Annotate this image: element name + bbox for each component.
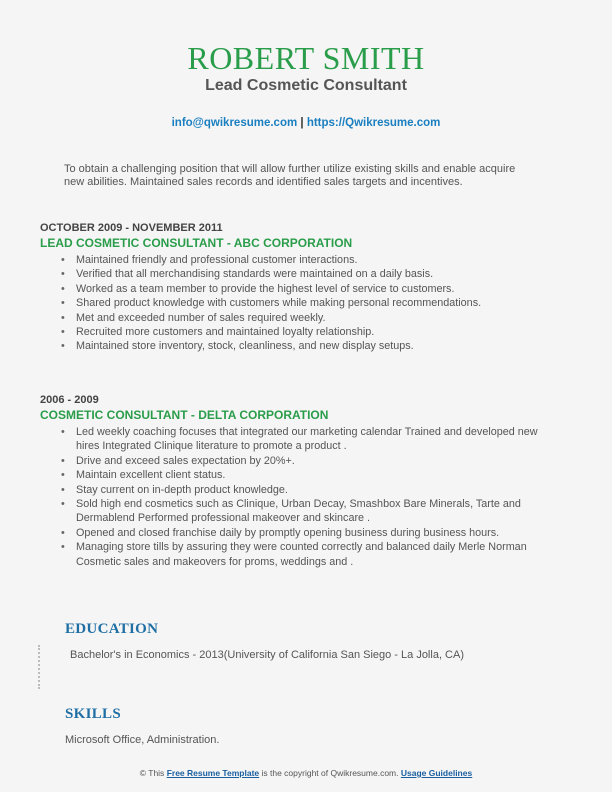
usage-guidelines-link[interactable]: Usage Guidelines [400,768,473,778]
skills-text: Microsoft Office, Administration. [65,734,220,746]
list-item: • Drive and exceed sales expectation by 20%+. [40,454,540,468]
resume-header [0,40,612,130]
job-bullets [40,253,540,354]
email-link[interactable]: info@qwikresume.com [171,117,298,129]
list-item: • Maintain excellent client status. [40,468,540,482]
list-item: • Maintained friendly and professional customer interactions. [40,253,540,267]
list-item: • Managing store tills by assuring they were counted correctly and balanced daily Merle Norman Cosmetic sales and makeovers for proms, weddings and . [40,540,540,569]
footer-prefix: © This [139,768,165,778]
list-item: • Maintained store inventory, stock, cleanliness, and new display setups. [40,339,540,353]
job-dates: OCTOBER 2009 - NOVEMBER 2011 [40,222,223,234]
footer-copyright: is the copyright of Qwikresume.com. [261,768,399,778]
education-text: Bachelor's in Economics - 2013(University of California San Siego - La Jolla, CA) [70,649,464,661]
section-divider [38,645,40,689]
job-title: LEAD COSMETIC CONSULTANT - ABC CORPORATION [40,236,353,250]
skills-heading: SKILLS [65,706,121,722]
list-item: • Verified that all merchandising standards were maintained on a daily basis. [40,267,540,281]
list-item: • Worked as a team member to provide the highest level of service to customers. [40,282,540,296]
list-item: • Led weekly coaching focuses that integrated our marketing calendar Trained and developed new hires Integrated Clinique literature to promote a product . [40,425,540,454]
list-item: • Stay current on in-depth product knowledge. [40,483,540,497]
list-item: • Recruited more customers and maintained loyalty relationship. [40,325,540,339]
candidate-role: Lead Cosmetic Consultant [205,77,407,94]
footer [0,768,612,778]
website-link[interactable]: https://Qwikresume.com [306,117,441,129]
list-item: • Opened and closed franchise daily by promptly opening business during business hours. [40,526,540,540]
free-template-link[interactable]: Free Resume Template [166,768,260,778]
job-dates: 2006 - 2009 [40,394,99,406]
list-item: • Sold high end cosmetics such as Clinique, Urban Decay, Smashbox Bare Minerals, Tarte and Dermablend Performed professional makeover and skincare . [40,497,540,526]
list-item: • Met and exceeded number of sales required weekly. [40,311,540,325]
summary-text: To obtain a challenging position that will allow further utilize existing skills and enable acquire new abilities. Maintained sales records and identified sales targets and incentives. [64,163,516,189]
job-bullets [40,425,540,569]
contact-line [0,116,612,130]
list-item: • Shared product knowledge with customers while making personal recommendations. [40,296,540,310]
education-heading: EDUCATION [65,621,159,637]
contact-separator: | [300,117,304,129]
experience-entry-2 [40,394,540,569]
job-title: COSMETIC CONSULTANT - DELTA CORPORATION [40,408,329,422]
experience-entry-1 [40,222,540,354]
candidate-name: ROBERT SMITH [187,40,425,76]
